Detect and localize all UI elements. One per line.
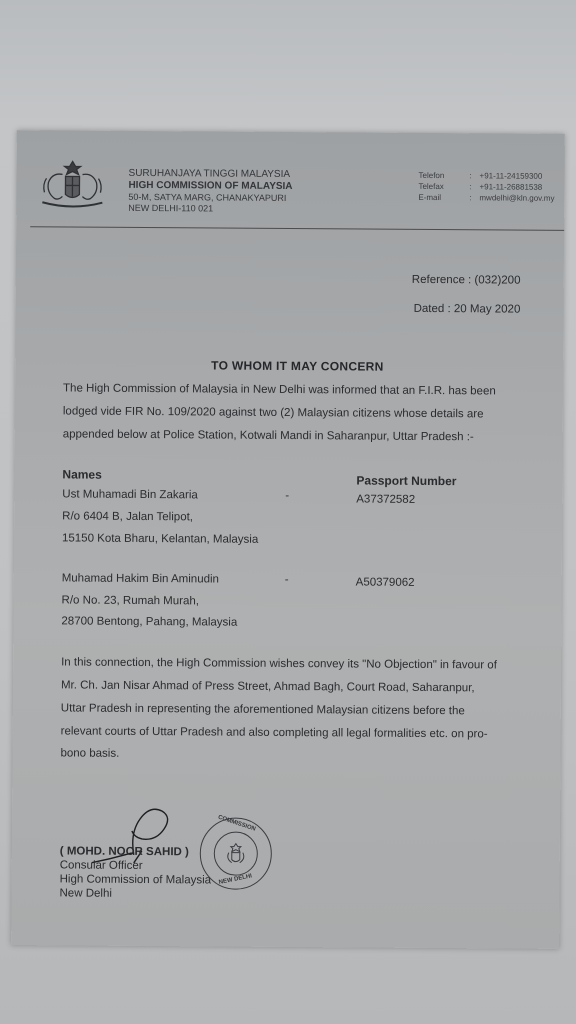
closing-line-3: Uttar Pradesh in representing the aforementioned Malaysian citizens before the — [60, 702, 465, 718]
signatory-role: Consular Officer — [59, 859, 143, 872]
closing-line-2: Mr. Ch. Jan Nisar Ahmad of Press Street, Ahmad Bagh, Court Road, Saharanpur, — [60, 679, 475, 695]
letterhead-address-line2: NEW DELHI-110 021 — [128, 202, 214, 214]
letter-page — [11, 130, 565, 949]
passport-column-header: Passport Number — [356, 473, 457, 489]
letterhead-name-english: HIGH COMMISSION OF MALAYSIA — [128, 179, 293, 193]
intro-line-2: lodged vide FIR No. 109/2020 against two (2) Malaysian citizens whose details are — [62, 405, 484, 421]
person-dash: - — [285, 489, 290, 503]
names-column-header: Names — [62, 467, 102, 482]
intro-line-3: appended below at Police Station, Kotwali Mandi in Saharanpur, Uttar Pradesh :- — [62, 428, 474, 444]
contact-email-sep: : — [469, 193, 472, 203]
closing-line-4: relevant courts of Uttar Pradesh and also completing all legal formalities etc. on pro- — [60, 725, 488, 741]
contact-phone-sep: : — [469, 171, 472, 181]
seal-text-bottom: NEW DELHI — [218, 873, 253, 886]
signatory-organization: High Commission of Malaysia — [59, 873, 212, 887]
letterhead-address-line1: 50-M, SATYA MARG, CHANAKYAPURI — [128, 191, 287, 203]
person-address-line2: 28700 Bentong, Pahang, Malaysia — [61, 615, 238, 629]
date-line: Dated : 20 May 2020 — [413, 302, 521, 316]
person-passport: A37372582 — [356, 493, 416, 506]
person-address-line1: R/o No. 23, Rumah Murah, — [61, 594, 200, 608]
signatory-name: ( MOHD. NOOR SAHID ) — [59, 845, 189, 859]
closing-line-1: In this connection, the High Commission wishes convey its "No Objection" in favour of — [61, 656, 497, 672]
seal-emblem-icon — [223, 841, 249, 867]
contact-fax-value: +91-11-26881538 — [479, 182, 543, 192]
letterhead-name-malay: SURUHANJAYA TINGGI MALAYSIA — [128, 167, 291, 181]
reference-number: Reference : (032)200 — [411, 273, 521, 287]
malaysia-coat-of-arms-icon — [32, 158, 112, 211]
contact-email-value: mwdelhi@kln.gov.my — [479, 193, 555, 203]
seal-text-top: COMMISSION — [217, 814, 257, 833]
person-passport: A50379062 — [355, 576, 415, 589]
letterhead-divider — [30, 226, 564, 231]
person-name: Ust Muhamadi Bin Zakaria — [62, 488, 198, 502]
official-seal-stamp — [200, 814, 273, 890]
closing-line-5: bono basis. — [60, 747, 120, 760]
letter-title: TO WHOM IT MAY CONCERN — [211, 358, 384, 374]
person-address-line1: R/o 6404 B, Jalan Telipot, — [62, 510, 194, 524]
person-dash: - — [284, 573, 289, 587]
person-address-line2: 15150 Kota Bharu, Kelantan, Malaysia — [61, 532, 259, 546]
intro-line-1: The High Commission of Malaysia in New Delhi was informed that an F.I.R. has been — [63, 382, 496, 398]
signatory-city: New Delhi — [59, 887, 112, 900]
contact-phone-label: Telefon — [418, 170, 445, 181]
contact-fax-sep: : — [469, 182, 472, 192]
contact-phone-value: +91-11-24159300 — [479, 171, 543, 181]
contact-email-label: E-mail — [418, 192, 442, 203]
contact-fax-label: Telefax — [418, 181, 444, 192]
person-name: Muhamad Hakim Bin Aminudin — [61, 572, 220, 586]
